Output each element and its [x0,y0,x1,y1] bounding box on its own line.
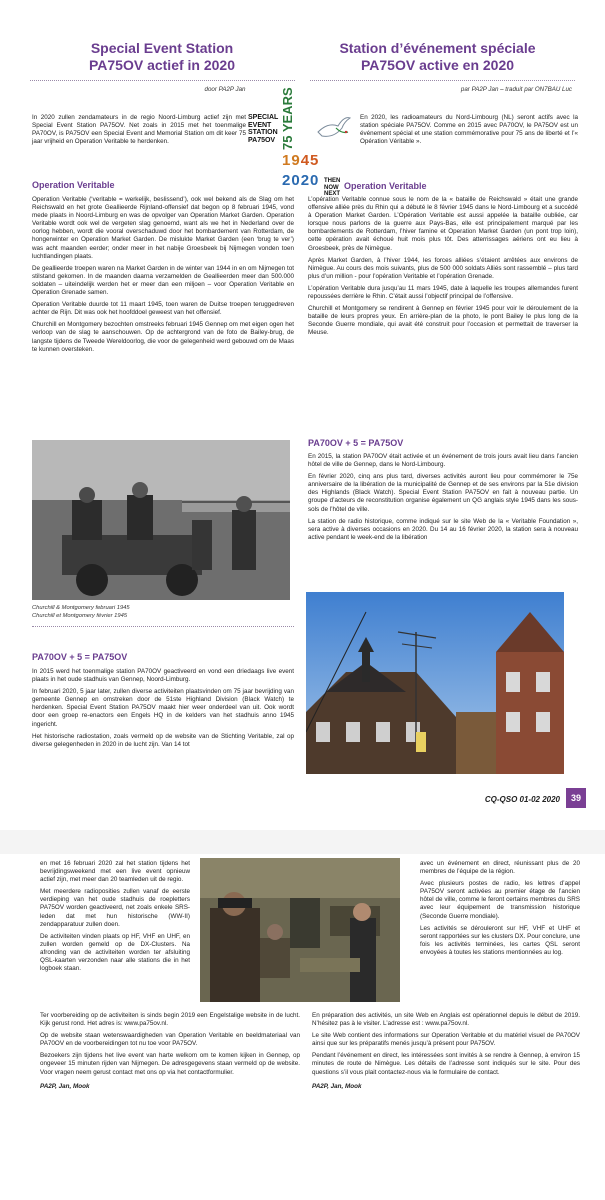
nl-heading-veritable: Operation Veritable [32,180,115,190]
pa75ov-logo [246,87,358,210]
logo-then-now-next: THEN NOW NEXT [324,178,341,197]
nl-paragraph: en met 16 februari 2020 zal het station tijdens het bevrijdingsweekend met een live event opnieuw actief zijn, met meer dan 20 teamleden uit de regio. [40,860,190,884]
logo-1945: 1945 [282,152,320,169]
nl-bottom-upper [40,860,190,977]
logo-special-event-text: SPECIAL EVENT STATION PA75OV [248,114,279,144]
photo-illustration [306,592,564,774]
fr-heading-pa70ov: PA70OV + 5 = PA75OV [308,438,404,448]
fr-paragraph: Pendant l’événement en direct, les intéressées sont invités à se rendre à Gennep, à environ 15 minutes de route de Nimègue. Les détails de l’adresse sont indiqués sur le site. Pour des questions s’il vous plait contactez-nous via le formulaire de contact. [312,1052,580,1076]
fr-paragraph: La station de radio historique, comme indiqué sur le site Web de la « Veritable Foundation », sera active à diverses occasions en 2020. Du 14 au 16 février 2020, la station sera à nouveau active pendant le week-end de la libération [308,517,578,541]
fr-paragraph: avec un événement en direct, réunissant plus de 20 membres de l’équipe de la région. [420,860,580,876]
fr-column-top [360,114,578,150]
churchill-montgomery-photo [32,440,290,600]
nl-paragraph: Operation Veritable (‘veritable = werkelijk, beslissend’), ook wel bekend als de Slag om het Reichswald en het grote Geallieerde Rijnland-offensief dat begon op 8 februari 1945, vond mede plaats in Noord-Limburg en was de opvolger van Operation Market Garden. Operation Veritable wordt ook wel de vergeten slag genoemd, want als we het in Nederland over de oorlog hebben, wordt die vooral overschaduwd door het bombardement van Rotterdam, de hongerwinter en Operation Market Garden. De mislukte Market Garden (een ‘brug te ver’) was acht maanden eerder; onder meer in het nabije Groesbeek bij Nijmegen vonden toen luchtlandingen plaats. [32,196,294,260]
nl-column-top [32,114,246,150]
nl-paragraph: Het historische radiostation, zoals vermeld op de website van de Stichting Veritable, zal op diverse gelegenheden in 2020 in de lucht zijn. Van 14 tot [32,732,294,748]
logo-2020: 2020 [282,172,320,189]
fr-intro: En 2020, les radioamateurs du Nord-Limbourg (NL) seront actifs avec la station spéciale PA75OV. Comme en 2015 avec PA70OV, le PA75OV est un événement spécial et une station commémorative pour 75 ans de liberté et l’« Opération Véritable ». [360,114,578,146]
radio-operators-photo [200,858,400,1002]
nl-paragraph: Ter voorbereiding op de activiteiten is sinds begin 2019 een Engelstalige website in de lucht. Kijk gerust rond. Het adres is: www.pa75ov.nl. [40,1012,300,1028]
fr-paragraph: L’opération Veritable dura jusqu’au 11 mars 1945, date à laquelle les troupes allemandes furent repoussées derrière le Rhin. C’était aussi l’objectif principal de l’offensive. [308,284,578,301]
fr-paragraph: En préparation des activités, un site Web en Anglais est opérationnel depuis le début de 2019. N’hésitez pas à le visiter. L’adresse est : www.pa75ov.nl. [312,1012,580,1028]
logo-75-years: 75 YEARS [280,87,295,150]
nl-paragraph: Operation Veritable duurde tot 11 maart 1945, toen waren de Duitse troepen teruggedreven achter de Rijn. Dit was ook het hoofddoel geweest van het offensief. [32,301,294,317]
nl-signature: PA2P, Jan, Mook [40,1082,90,1090]
fr-paragraph: Churchill et Montgomery se rendirent à Gennep en février 1945 pour voir le déroulement de la bataille de leurs propres yeux. En arrière-plan de la photo, le pont Bailey le plus long de la Seconde Guerre mondiale, qui avait été construit pour l’occasion et permettait de traverser la Meuse. [308,305,578,337]
fr-paragraph: En 2015, la station PA70OV était activée et un événement de trois jours avait lieu dans l’ancien hôtel de ville de Gennep, dans le Nord-Limbourg. [308,453,578,469]
title-fr: Station d’événement spéciale PA75OV active en 2020 [339,40,536,73]
fr-paragraph: L’opération Veritable connue sous le nom de la « bataille de Reichswald » était une grande offensive alliée près du Rhin qui a débuté le 8 février 1945 dans le Nord-Limbourg et a succédé à Operation Market Garden. L’Opération Veritable est aussi appelée la bataille oubliée, car lorsque nous parlons de la guerre aux Pays-Bas, elle est principalement marqué par les bombardements de Rotterdam, l’hiver famine et Operation Market Garden (un pont trop loin), cette opération avait échoué huit mois plus tôt. Des atterrissages aériens ont eu lieu à Groesbeek, près de Nimègue. [308,196,578,252]
title-nl: Special Event Station PA75OV actief in 2020 [88,40,236,73]
fr-bottom-upper [420,860,580,961]
dove-icon [314,112,352,142]
photo-illustration [32,440,290,600]
bottom-page [0,854,605,1200]
fr-column-pa70ov [308,453,578,546]
fr-column-body [308,196,578,342]
fr-paragraph: En février 2020, cinq ans plus tard, diverses activités auront lieu pour commémorer le 75e anniversaire de la libération de la municipalité de Gennep et de ses environs par la 51e division des Highlands (Black Watch). Special Event Station PA75OV en fait à nouveau partie. Un groupe d’acteurs de reconstitution organise également un QG anglais style 1945 dans les sous-sols de l’hôtel de ville. [308,473,578,513]
nl-paragraph: Churchill en Montgomery bezochten omstreeks februari 1945 Gennep om met eigen ogen het verloop van de slag te aanschouwen. Op de achtergrond van de foto de Bailey-brug, de langste tijdens de Tweede Wereldoorlog, die voor de gelegenheid werd gebouwd om de Maas te kunnen oversteken. [32,321,294,353]
nl-heading-pa70ov: PA70OV + 5 = PA75OV [32,652,128,662]
fr-signature: PA2P, Jan, Mook [312,1082,362,1090]
title-divider-right [310,80,575,81]
photo-caption: Churchill & Montgomery februari 1945 Churchill et Montgomery février 1945 [32,605,130,619]
byline-nl: door PA2P Jan [204,86,246,93]
nl-paragraph: De activiteiten vinden plaats op HF, VHF en UHF, en zullen worden gemeld op de DX-Clusters. Na afronding van de activiteiten worden ter afsluiting QSL-kaarten verzonden naar alle stations die in het logboek staan. [40,932,190,973]
nl-intro: In 2020 zullen zendamateurs in de regio Noord-Limburg actief zijn met Special Event Station PA75OV. Net zoals in 2015 met het toenmalige PA70OV, is PA75OV een Special Event and Memorial Station om dit keer 75 jaar vrijheid en Operation Veritable te herdenken. [32,114,246,146]
photo-illustration [200,858,400,1002]
nl-paragraph: Bezoekers zijn tijdens het live event van harte welkom om te komen kijken in Gennep, op ongeveer 15 minuten rijden van Nijmegen. De adresgegevens staan vermeld op de website. Voor vragen neem gerust contact met ons op via het contactformulier. [40,1052,300,1076]
fr-paragraph: Le site Web contient des informations sur Operation Veritable et du matériel visuel de PA70OV ainsi que sur les préparatifs menés jusqu’à présent pour PA75OV. [312,1032,580,1048]
fr-paragraph: Après Market Garden, à l’hiver 1944, les forces alliées s’étaient arrêtées aux environs de Nimègue. Au cours des mois suivants, plus de 500 000 soldats Alliés sont rassemblé – plus tard plus d’un million - pour l’opération Veritable et l’opération Grenade. [308,256,578,280]
caption-divider [32,626,294,627]
byline-fr: par PA2P Jan – traduit par ON7BAU Luc [460,86,572,93]
fr-heading-veritable: Operation Veritable [344,181,427,191]
fr-paragraph: Les activités se dérouleront sur HF, VHF et UHF et seront rapportées sur les clusters DX. Pour conclure, une fois les activités terminées, les cartes QSL seront envoyées à toutes les stations mentionnées au log. [420,924,580,956]
fr-paragraph: Avec plusieurs postes de radio, les lettres d’appel PA75OV seront activées au premier étage de l’ancien hôtel de ville, comme le feront certains membres du SRS avec leur équipement de transmission historique (Seconde Guerre mondiale). [420,880,580,920]
title-divider-left [30,80,295,81]
town-hall-antenna-photo [306,592,564,774]
nl-paragraph: De geallieerde troepen waren na Market Garden in de winter van 1944 in en om Nijmegen tot stilstand gekomen. In de maanden daarna verzamelden de Geallieerden meer dan 500.000 soldaten – uiteindelijk werden het er meer dan een miljoen – voor Operation Veritable en Operation Grenade samen. [32,264,294,297]
nl-paragraph: In 2015 werd het toenmalige station PA70OV geactiveerd en vond een driedaags live event plaats in het oude stadhuis van Gennep, Noord-Limburg. [32,668,294,684]
page-number: 39 [566,788,586,808]
nl-paragraph: Op de website staan wetenswaardigheden van Operation Veritable en beeldmateriaal van PA70OV en de voorbereidingen tot nu toe voor PA75OV. [40,1032,300,1048]
nl-column-pa70ov [32,668,294,753]
nl-bottom-lower [40,1012,300,1095]
nl-column-body [32,196,294,358]
fr-bottom-lower [312,1012,580,1095]
nl-paragraph: In februari 2020, 5 jaar later, zullen diverse activiteiten plaatsvinden om 75 jaar bevrijding van gemeente Gennep en omstreken door de 51ste Highland Division (Black Watch) te herdenken. Special Event Station PA75OV maakt hier weer onderdeel van uit. Ook wordt door een groep re-enactors een Engels HQ in de kelders van het stadhuis anno 1945 ingericht. [32,688,294,728]
magazine-footer: CQ-QSO 01-02 2020 [484,795,560,804]
page-separator [0,830,605,854]
nl-paragraph: Met meerdere radioposities zullen vanaf de eerste verdieping van het oude stadhuis de roepletters PA75OV worden geactiveerd, net zoals enkele SRS-leden dat met hun historische (WW-II) zendapparatuur zullen doen. [40,888,190,928]
